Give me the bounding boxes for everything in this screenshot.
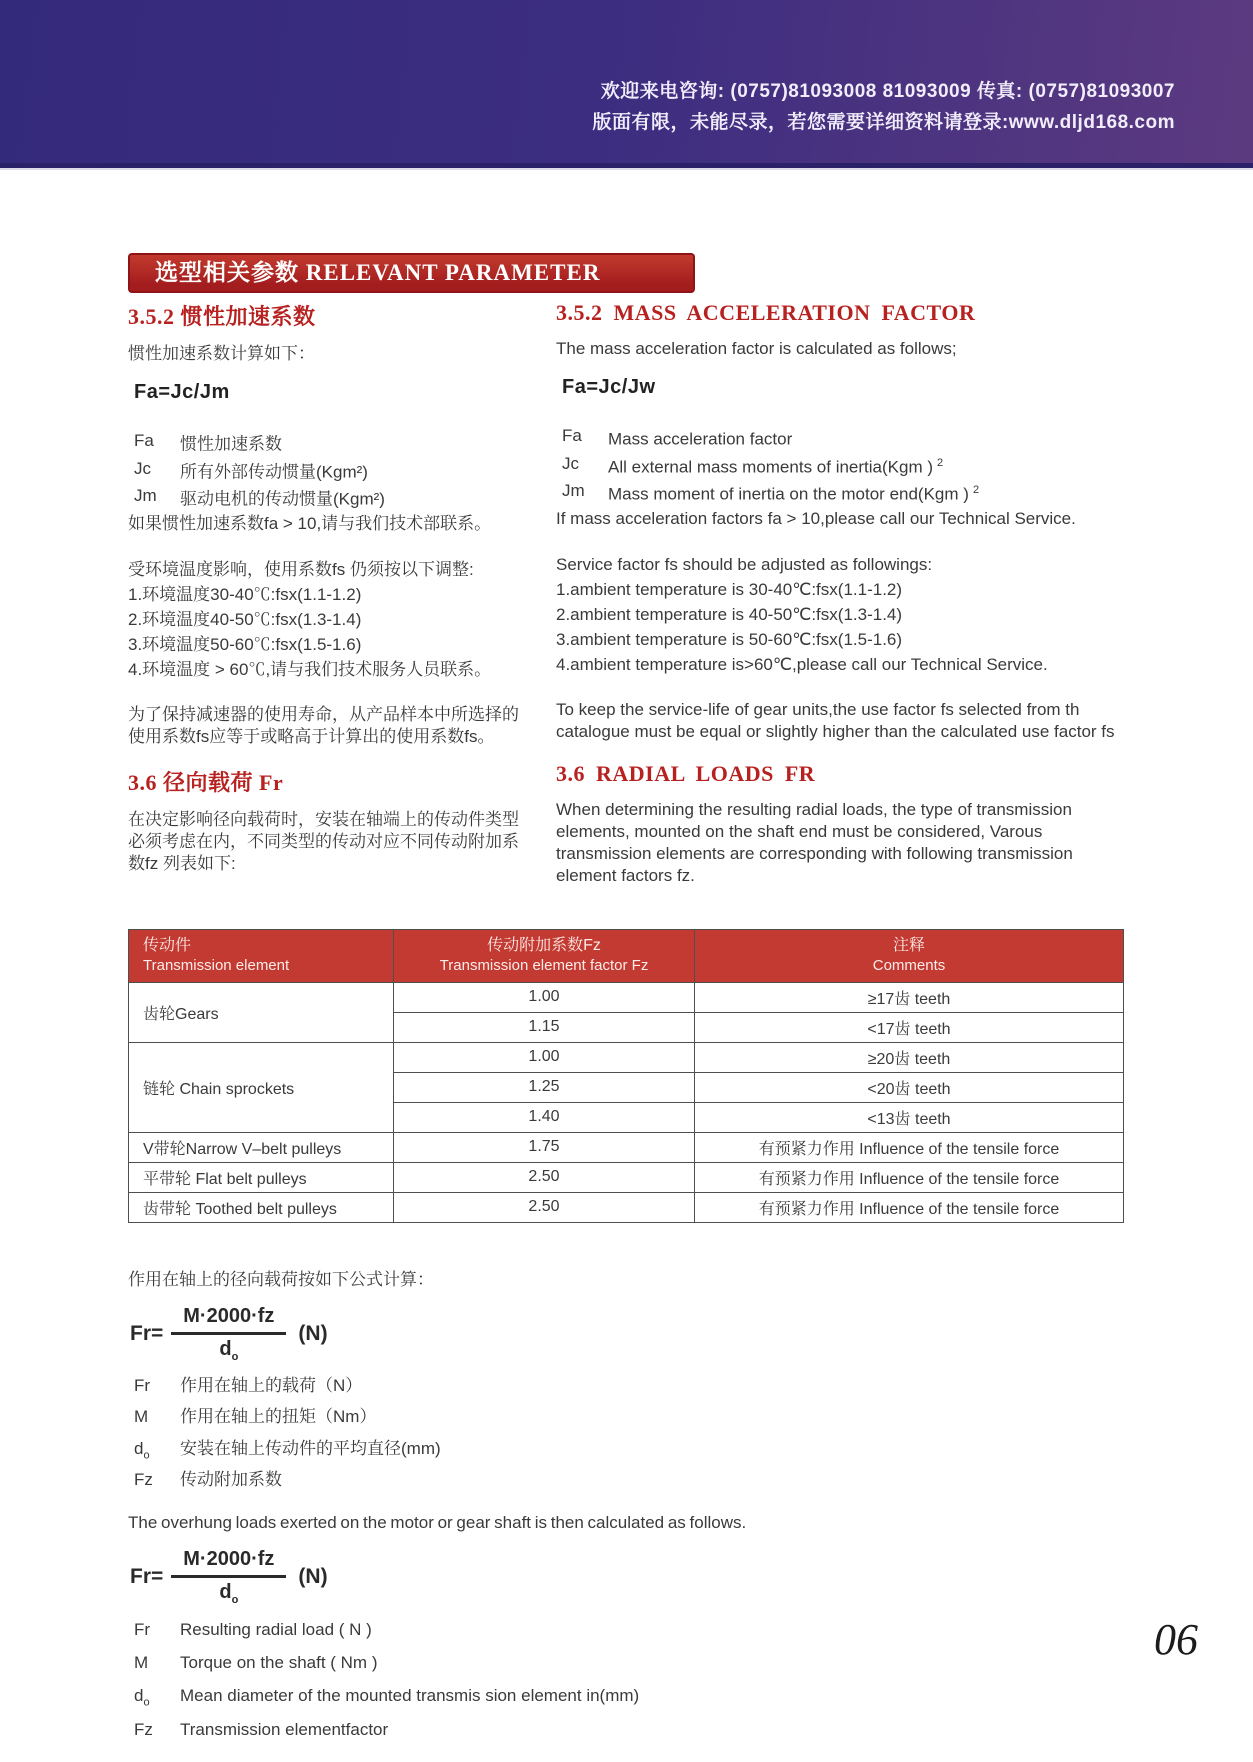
radial-loads-section-zh: [128, 766, 528, 875]
radial-definitions-zh: [134, 1375, 1124, 1498]
table-row: 齿带轮 Toothed belt pulleys 2.50 有预紧力作用 Influence of the tensile force: [129, 1192, 1124, 1222]
mass-intro-zh: 惯性加速系数计算如下：: [128, 344, 315, 363]
page-content: [128, 300, 1124, 1762]
table-header-row: [129, 929, 1124, 982]
formula-fa-jc-jw: Fa=Jc/Jw: [562, 376, 656, 398]
banner-title: 选型相关参数 RELEVANT PARAMETER: [155, 260, 601, 285]
def-row: M Torque on the shaft ( Nm ): [134, 1652, 378, 1672]
service-item: 2.环境温度40-50℃:fsx(1.3-1.4): [128, 609, 362, 629]
heading-radial-loads-zh: 3.6 径向载荷 Fr: [128, 769, 284, 795]
def-row: Fz Transmission elementfactor: [134, 1719, 389, 1739]
mass-definitions-zh: [134, 430, 528, 510]
def-row: Jc 所有外部传动惯量(Kgm²): [134, 458, 368, 482]
service-item: 4.环境温度 > 60℃,请与我们技术服务人员联系。: [128, 659, 492, 679]
def-row: Fr 作用在轴上的载荷（N）: [134, 1375, 363, 1395]
table-row: 链轮 Chain sprockets 1.00 ≥20齿 teeth: [129, 1042, 1124, 1072]
service-item: 4.ambient temperature is>60℃,please call our Technical Service.: [556, 654, 1048, 674]
mass-note-zh: 如果惯性加速系数fa > 10,请与我们技术部联系。: [128, 513, 492, 533]
def-row: Fa Mass acceleration factor: [562, 426, 793, 449]
service-factor-block-zh: [128, 557, 528, 682]
table-row: 1.25 <20齿 teeth: [129, 1072, 1124, 1102]
radial-loads-section-en: [556, 761, 1124, 887]
def-row: Jm 驱动电机的传动惯量(Kgm²): [134, 486, 385, 509]
two-column-layout: [128, 300, 1124, 903]
section-banner: [128, 253, 695, 293]
radial-load-calculation: [128, 1269, 1124, 1748]
service-item: 3.环境温度50-60℃:fsx(1.5-1.6): [128, 634, 362, 654]
radial-load-formula-zh: Fr= $\frac{M\cdot 2000\cdot fz}{d_o}$ (N): [130, 1304, 328, 1363]
header-contact-info: [592, 76, 1175, 138]
column-chinese: [128, 300, 528, 903]
def-row: Fr Resulting radial load ( N ): [134, 1619, 372, 1639]
def-row: Jm Mass moment of inertia on the motor end(Kgm ) $^2$: [562, 481, 980, 504]
def-row: Fa 惯性加速系数: [134, 431, 282, 454]
mass-intro-en: The mass acceleration factor is calculated as follows;: [556, 339, 957, 358]
service-item: 3.ambient temperature is 50-60℃:fsx(1.5-1.6): [556, 629, 903, 649]
service-intro-zh: 受环境温度影响，使用系数fs 仍须按以下调整:: [128, 559, 474, 579]
service-life-note-zh: 为了保持减速器的使用寿命，从产品样本中所选择的使用系数fs应等于或略高于计算出的使用系数fs。: [128, 704, 519, 746]
transmission-factor-table: [128, 929, 1124, 1223]
col-header-transmission-element: 传动件 Transmission element: [129, 929, 394, 982]
service-life-note-en: To keep the service-life of gear units,the use factor fs selected from th catalogue must be equal or slightly higher than the calculated use factor fs: [556, 699, 1115, 741]
def-row: Fz 传动附加系数: [134, 1470, 282, 1490]
heading-mass-acceleration-zh: 3.5.2 惯性加速系数: [128, 304, 316, 329]
mass-note-en: If mass acceleration factors fa > 10,please call our Technical Service.: [556, 508, 1076, 528]
page-header-band: [0, 0, 1253, 168]
heading-radial-loads-en: 3.6 RADIAL LOADS FR: [556, 760, 816, 786]
contact-website-line: 版面有限，未能尽录，若您需要详细资料请登录:www.dljd168.com: [592, 112, 1175, 133]
def-row: $d_o$ 安装在轴上传动件的平均直径(mm): [134, 1438, 441, 1462]
radial-definitions-en: [134, 1618, 1124, 1749]
calc-intro-zh: 作用在轴上的径向载荷按如下公式计算：: [128, 1269, 434, 1289]
contact-phone-line: 欢迎来电咨询: (0757)81093008 81093009 传真: (0757)81093007: [600, 81, 1175, 102]
table-row: 平带轮 Flat belt pulleys 2.50 有预紧力作用 Influence of the tensile force: [129, 1162, 1124, 1192]
service-intro-en: Service factor fs should be adjusted as followings:: [556, 554, 933, 574]
col-header-factor-fz: 传动附加系数Fz Transmission element factor Fz: [394, 929, 695, 982]
heading-mass-acceleration-en: 3.5.2 MASS ACCELERATION FACTOR: [556, 300, 976, 325]
mass-definitions-en: [562, 425, 1124, 505]
table-row: 齿轮Gears 1.00 ≥17齿 teeth: [129, 982, 1124, 1012]
column-english: [556, 300, 1124, 903]
def-row: Jc All external mass moments of inertia(Kgm ) $^2$: [562, 453, 944, 477]
service-item: 1.环境温度30-40℃:fsx(1.1-1.2): [128, 584, 362, 604]
page-number: 06: [1154, 1615, 1198, 1664]
radial-load-formula-en: Fr= $\frac{M\cdot 2000\cdot fz}{d_o}$ (N): [130, 1547, 328, 1606]
table-row: V带轮Narrow V–belt pulleys 1.75 有预紧力作用 Influence of the tensile force: [129, 1132, 1124, 1162]
radial-body-zh: 在决定影响径向载荷时，安装在轴端上的传动件类型必须考虑在内，不同类型的传动对应不同传动附加系数fz 列表如下:: [128, 809, 519, 873]
table-row: 1.40 <13齿 teeth: [129, 1102, 1124, 1132]
col-header-comments: 注释 Comments: [695, 929, 1124, 982]
formula-fa-jc-jm: Fa=Jc/Jm: [134, 381, 230, 403]
service-item: 1.ambient temperature is 30-40℃:fsx(1.1-1.2): [556, 579, 903, 599]
def-row: $d_o$ Mean diameter of the mounted transmis sion element in(mm): [134, 1686, 640, 1709]
table-row: 1.15 <17齿 teeth: [129, 1012, 1124, 1042]
service-factor-block-en: [556, 552, 1124, 677]
service-item: 2.ambient temperature is 40-50℃:fsx(1.3-1.4): [556, 604, 903, 624]
def-row: M 作用在轴上的扭矩（Nm）: [134, 1407, 377, 1427]
radial-body-en: When determining the resulting radial loads, the type of transmission elements, mounted on the shaft end must be considered, Varous transmission elements are corresponding with following transmission element factors fz.: [556, 799, 1073, 885]
calc-intro-en: The overhung loads exerted on the motor or gear shaft is then calculated as follows.: [128, 1512, 747, 1532]
